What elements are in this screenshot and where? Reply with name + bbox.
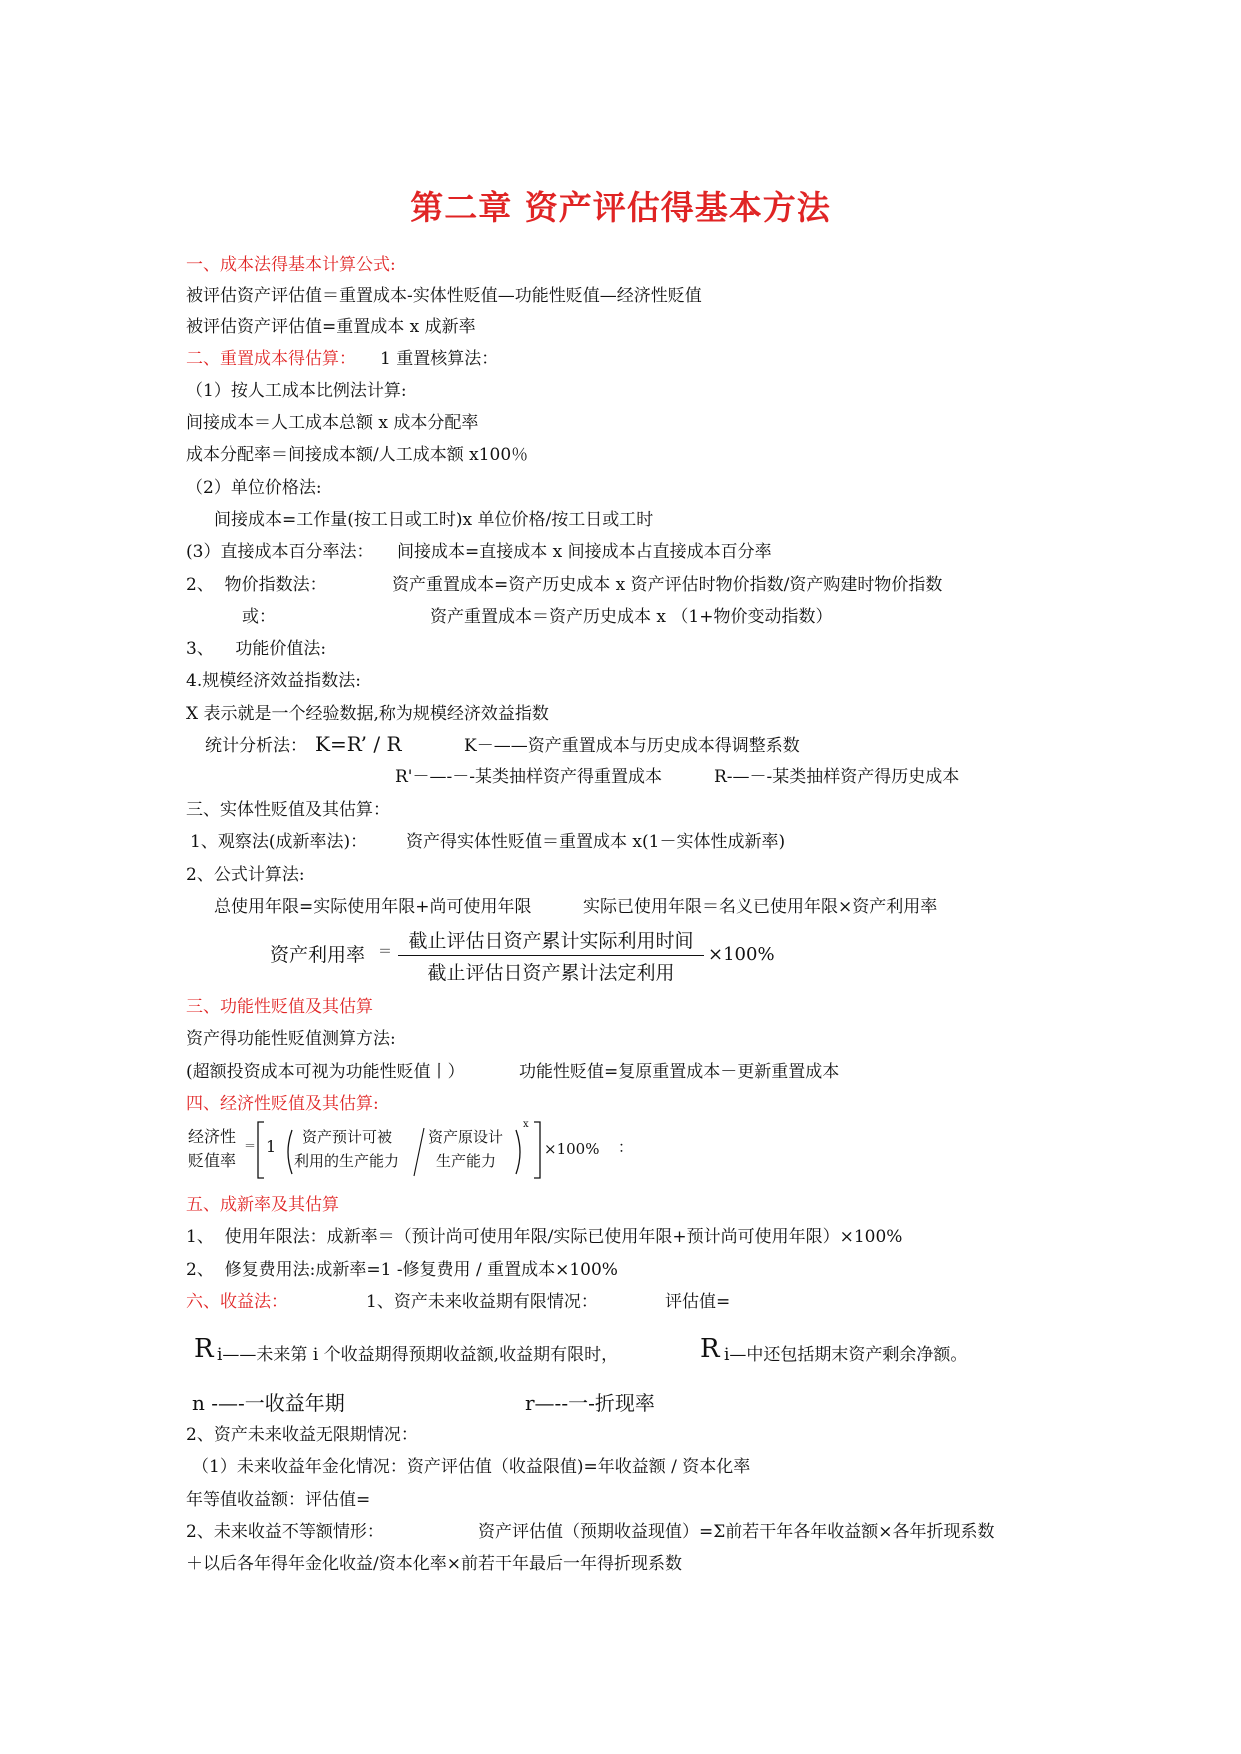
text-line: 间接成本＝人工成本总额 x 成本分配率 <box>186 413 479 433</box>
text-line: 年等值收益额：评估值= <box>186 1490 371 1510</box>
text-line: 资产得功能性贬值测算方法: <box>186 1029 396 1049</box>
text-line: 2、 修复费用法:成新率=1 -修复费用 / 重置成本×100% <box>186 1260 618 1280</box>
text-line: 间接成本=直接成本 x 间接成本占直接成本百分率 <box>397 542 772 562</box>
text-line: 资产评估值（预期收益现值）=Σ前若干年各年收益额×各年折现系数 <box>478 1522 995 1542</box>
fraction-denominator: 截止评估日资产累计法定利用 <box>427 962 675 984</box>
text-line: 1、观察法(成新率法)： <box>190 832 368 852</box>
formula-denominator: 资产原设计 <box>428 1128 504 1146</box>
text-line: 统计分析法： <box>205 736 307 756</box>
text-line: 3、 功能价值法: <box>186 639 327 659</box>
text-line: K－——资产重置成本与历史成本得调整系数 <box>464 736 800 756</box>
section-heading: 三、功能性贬值及其估算 <box>186 997 373 1017</box>
text-line: 功能性贬值=复原重置成本－更新重置成本 <box>519 1062 840 1082</box>
formula-label: 资产利用率 <box>270 944 366 966</box>
text-line: 资产得实体性贬值＝重置成本 x(1－实体性成新率) <box>406 832 786 852</box>
formula-tail: ×100% <box>708 944 775 965</box>
text-line: 资产重置成本=资产历史成本 x 资产评估时物价指数/资产购建时物价指数 <box>392 575 943 595</box>
page-title: 第二章 资产评估得基本方法 <box>410 188 831 227</box>
text-line: 1、资产未来收益期有限情况： <box>366 1292 598 1312</box>
formula-label: 贬值率 <box>188 1151 237 1170</box>
formula-exponent: x <box>523 1119 529 1130</box>
text-line: 被评估资产评估值＝重置成本-实体性贬值—功能性贬值—经济性贬值 <box>186 286 702 306</box>
text-line: 4.规模经济效益指数法: <box>186 671 361 691</box>
text-line: R-—－-某类抽样资产得历史成本 <box>714 767 960 787</box>
formula-tail: ×100% <box>544 1140 600 1158</box>
section-heading: 一、成本法得基本计算公式: <box>186 255 396 275</box>
text-line: 或： <box>242 607 276 627</box>
text-line: 2、公式计算法: <box>186 865 305 885</box>
text-line: 资产重置成本＝资产历史成本 x （1+物价变动指数） <box>430 607 833 627</box>
formula-k: K=R’ / R <box>315 732 402 756</box>
text-line: ＋以后各年得年金化收益/资本化率×前若干年最后一年得折现系数 <box>186 1554 682 1574</box>
formula-numerator: 利用的生产能力 <box>294 1152 400 1170</box>
text-line: 总使用年限=实际使用年限+尚可使用年限 <box>214 897 532 917</box>
section-heading: 二、重置成本得估算： <box>186 349 356 369</box>
text-line: n -—-一收益年期 <box>192 1391 345 1415</box>
text-line: （1）未来收益年金化情况：资产评估值（收益限值)=年收益额 / 资本化率 <box>192 1457 751 1477</box>
fraction-numerator: 截止评估日资产累计实际利用时间 <box>408 930 694 952</box>
text-line: 2、资产未来收益无限期情况： <box>186 1425 418 1445</box>
text-line: 间接成本=工作量(按工日或工时)x 单位价格/按工日或工时 <box>214 510 654 530</box>
text-line: 被评估资产评估值=重置成本 x 成新率 <box>186 317 476 337</box>
symbol-r: R <box>700 1334 720 1364</box>
text-line: R'－—-－-某类抽样资产得重置成本 <box>395 767 662 787</box>
equals-symbol: ＝ <box>244 1139 257 1153</box>
text-line: 评估值= <box>665 1292 731 1312</box>
formula-one: 1 <box>266 1137 277 1156</box>
text-line: （2）单位价格法: <box>186 478 322 498</box>
utilization-fraction <box>398 926 704 985</box>
formula-label: 经济性 <box>188 1127 237 1146</box>
text-line: i—中还包括期末资产剩余净额。 <box>724 1345 968 1365</box>
text-line: 1 重置核算法： <box>380 349 499 369</box>
text-line: 2、 物价指数法： <box>186 575 327 595</box>
symbol-r: R <box>194 1334 214 1364</box>
formula-colon: ： <box>618 1138 634 1156</box>
text-line: （1）按人工成本比例法计算: <box>186 381 407 401</box>
text-line: 2、未来收益不等额情形： <box>186 1522 384 1542</box>
section-heading: 四、经济性贬值及其估算: <box>186 1094 379 1114</box>
fraction-bar <box>398 955 704 956</box>
section-heading: 三、实体性贬值及其估算： <box>186 800 390 820</box>
section-heading: 六、收益法： <box>186 1292 288 1312</box>
formula-numerator: 资产预计可被 <box>302 1128 393 1146</box>
text-line: r—--一-折现率 <box>525 1391 655 1415</box>
text-line: X 表示就是一个经验数据,称为规模经济效益指数 <box>186 704 549 724</box>
section-heading: 五、成新率及其估算 <box>186 1195 339 1215</box>
text-line: (3）直接成本百分率法： <box>186 542 374 562</box>
formula-denominator: 生产能力 <box>436 1152 497 1170</box>
text-line: 成本分配率＝间接成本额/人工成本额 x100％ <box>186 445 529 465</box>
equals-symbol: ＝ <box>378 944 392 960</box>
text-line: 1、 使用年限法：成新率＝（预计尚可使用年限/实际已使用年限+预计尚可使用年限）×100% <box>186 1227 903 1247</box>
text-line: 实际已使用年限＝名义已使用年限×资产利用率 <box>583 897 938 917</box>
text-line: (超额投资成本可视为功能性贬值丨） <box>186 1062 465 1082</box>
text-line: i——未来第 i 个收益期得预期收益额,收益期有限时， <box>217 1345 619 1365</box>
